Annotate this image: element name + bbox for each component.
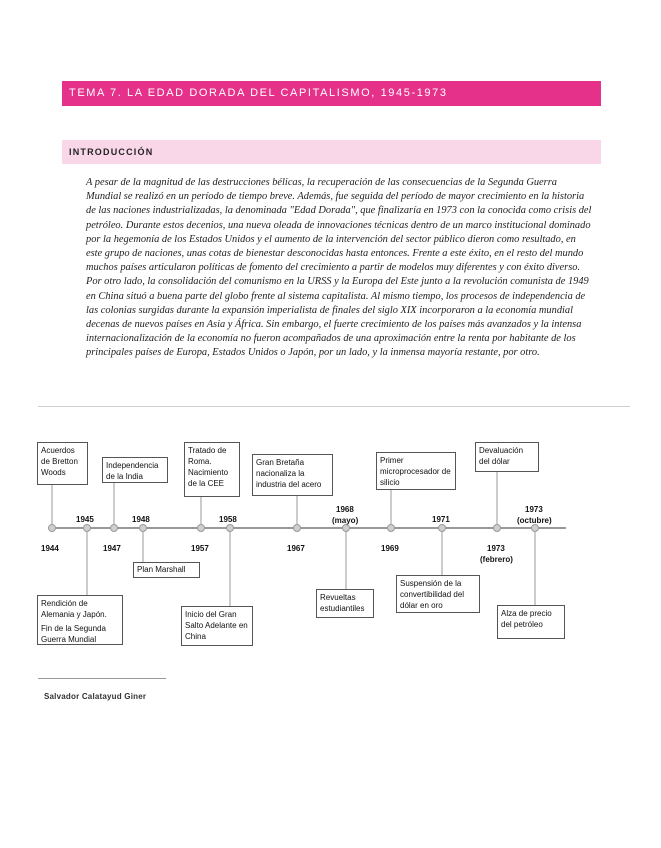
event-gran-salto-text: Inicio del Gran Salto Adelante en China <box>185 610 248 641</box>
tick-1973-oct: 1973 <box>525 505 543 514</box>
event-tratado-roma-text: Tratado de Roma. Nacimiento de la CEE <box>188 446 229 488</box>
tick-1969: 1969 <box>381 544 399 553</box>
event-bretton-woods <box>37 442 88 485</box>
marker-1957 <box>198 525 205 532</box>
event-revueltas <box>316 589 374 618</box>
event-india <box>102 457 168 483</box>
tick-1958: 1958 <box>219 515 237 524</box>
event-india-text: Independencia de la India <box>106 461 159 481</box>
marker-1947 <box>111 525 118 532</box>
tick-1944: 1944 <box>41 544 59 553</box>
tick-1973-feb-sub: (febrero) <box>480 555 513 564</box>
tick-1947: 1947 <box>103 544 121 553</box>
event-devaluacion <box>475 442 539 472</box>
event-rendicion-text-2: Fin de la Segunda Guerra Mundial <box>41 624 106 644</box>
event-microprocesador <box>376 452 456 490</box>
tick-1973-oct-sub: (octubre) <box>517 516 552 525</box>
event-marshall-text: Plan Marshall <box>137 565 186 574</box>
page-title: TEMA 7. LA EDAD DORADA DEL CAPITALISMO, 1945-1973 <box>69 87 448 99</box>
event-bretton-woods-text: Acuerdos de Bretton Woods <box>41 446 78 477</box>
marker-1945 <box>84 525 91 532</box>
event-rendicion <box>37 595 123 645</box>
intro-paragraph: A pesar de la magnitud de las destrucciones bélicas, la recuperación de las consecuencias de la Segunda Guerra Mundial se realizó en un período de tiempo breve. Además, fue seguida del período de mayor crecimiento en la historia de las naciones industrializadas, la denominada "Edad Dorada", que finalizaría en 1973 con la conocida como crisis del petróleo. Durante estos decenios, una nueva oleada de innovaciones técnicas dentro de un marco institucional dominado por la hegemonía de los Estados Unidos y el aumento de la intervención del sector público dieron como resultado, en este grupo de naciones, unas cotas de bienestar desconocidas hasta entonces. Frente a este éxito, en el resto del mundo muchos países articularon políticas de fomento del crecimiento a partir de modelos muy diferentes y con éxito diverso. Por otro lado, la consolidación del comunismo en la URSS y la Europa del Este junto a la revolución comunista de 1949 en China situó a buena parte del globo frente al sistema capitalista. Al mismo tiempo, los procesos de independencia de las colonias surgidas durante la expansión imperialista de finales del siglo XIX incorporaron a la economía mundial decenas de nuevos países en Asia y África. Sin embargo, el fuerte crecimiento de los países más avanzados y la intensa internacionalización de la economía no fueron acompañados de una aproximación entre la renta por habitante de los principales países de Europa, Estados Unidos o Japón, por un lado, y la inmensa mayoría restante, por otro. <box>86 177 592 359</box>
tick-1957: 1957 <box>191 544 209 553</box>
marker-1967 <box>294 525 301 532</box>
tick-1971: 1971 <box>432 515 450 524</box>
event-devaluacion-text: Devaluación del dólar <box>479 446 524 466</box>
event-petroleo <box>497 605 565 639</box>
tick-1967: 1967 <box>287 544 305 553</box>
event-microprocesador-text: Primer microprocesador de silicio <box>380 456 451 487</box>
event-suspension <box>396 575 480 613</box>
marker-1958 <box>227 525 234 532</box>
event-petroleo-text: Alza de precio del petróleo <box>501 609 552 629</box>
tick-1973-feb: 1973 <box>487 544 505 553</box>
marker-1944 <box>49 525 56 532</box>
event-rendicion-text-1: Rendición de Alemania y Japón. <box>41 599 107 619</box>
event-marshall <box>133 562 200 578</box>
tick-1948: 1948 <box>132 515 150 524</box>
tick-1968: 1968 <box>336 505 354 514</box>
event-tratado-roma <box>184 442 240 497</box>
event-gran-bretana-text: Gran Bretaña nacionaliza la industria del acero <box>256 458 322 489</box>
event-gran-bretana <box>252 454 333 496</box>
marker-1969 <box>388 525 395 532</box>
tick-1945: 1945 <box>76 515 94 524</box>
footer-rule <box>38 678 166 679</box>
marker-1973-feb <box>494 525 501 532</box>
event-revueltas-text: Revueltas estudiantiles <box>320 593 365 613</box>
tick-1968-sub: (mayo) <box>332 516 359 525</box>
marker-1948 <box>140 525 147 532</box>
section-title: INTRODUCCIÓN <box>69 147 154 157</box>
author-signature: Salvador Calatayud Giner <box>44 692 147 701</box>
event-suspension-text: Suspensión de la convertibilidad del dólar en oro <box>400 579 465 610</box>
event-gran-salto <box>181 606 253 646</box>
marker-1971 <box>439 525 446 532</box>
